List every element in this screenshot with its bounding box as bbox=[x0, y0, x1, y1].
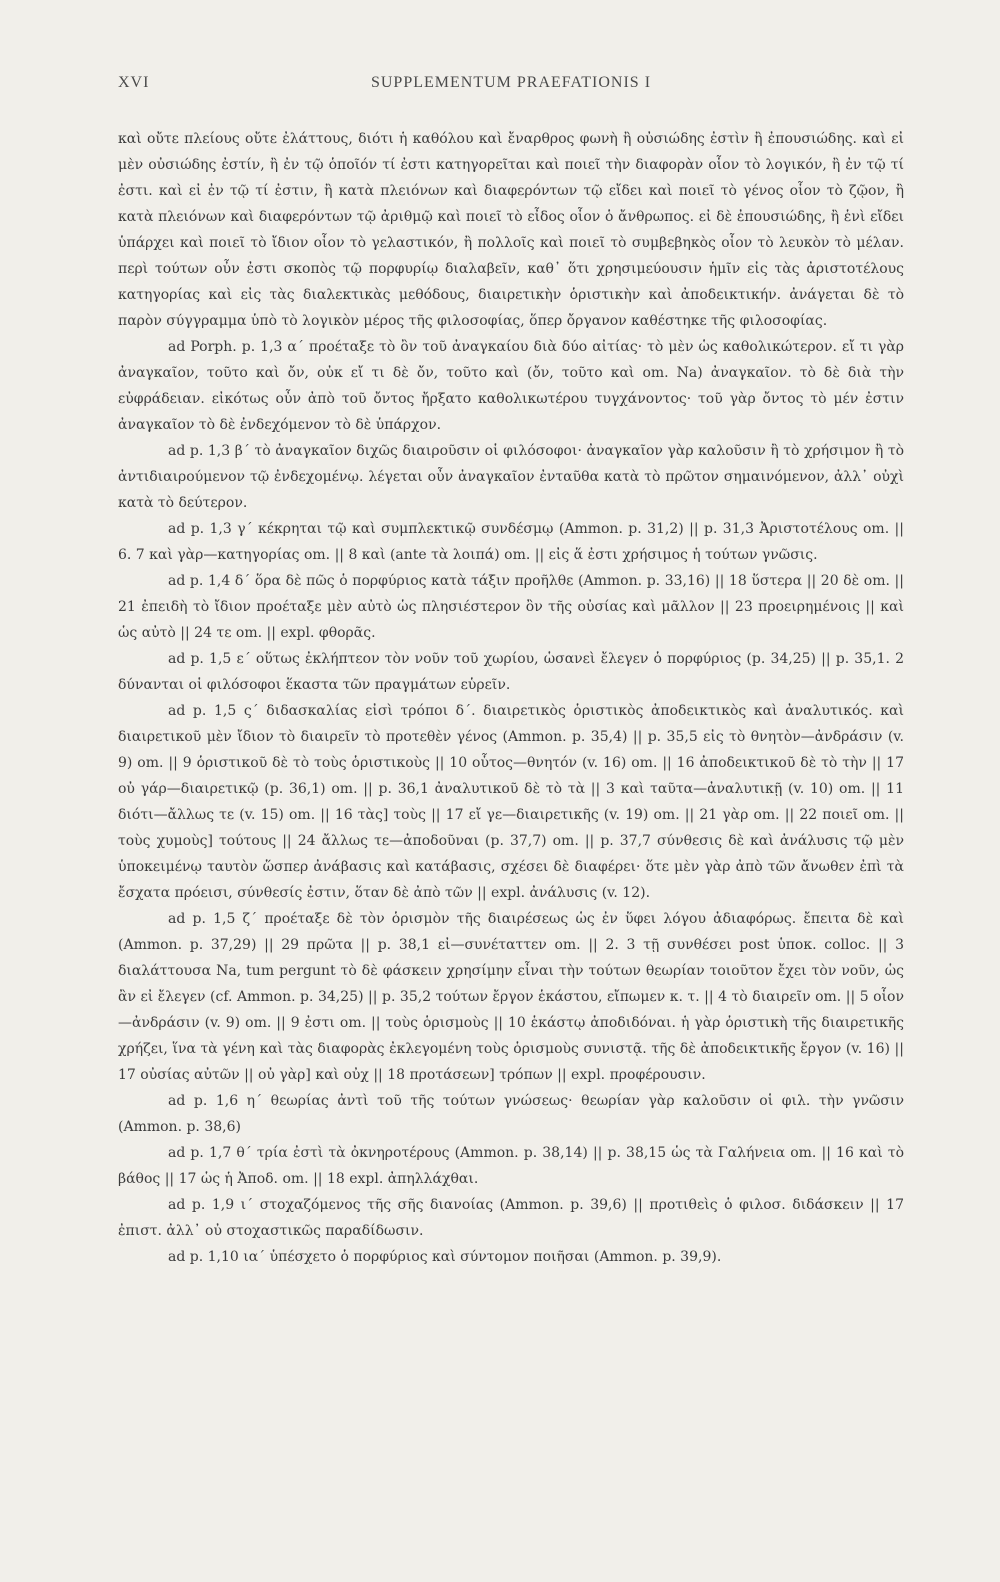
scholion-gamma: ad p. 1,3 γ΄ κέκρηται τῷ καὶ συμπλεκτικῷ συνδέσμῳ (Ammon. p. 31,2) || p. 31,3 Ἀριστοτέλους om. || 6. 7 καὶ γὰρ—κατηγορίας om. || 8 καὶ (ante τὰ λοιπά) om. || εἰς ἅ ἐστι χρήσιμος ἡ τούτων γνῶσις. bbox=[118, 521, 904, 563]
scholion-beta: ad p. 1,3 β΄ τὸ ἀναγκαῖον διχῶς διαιροῦσιν οἱ φιλόσοφοι· ἀναγκαῖον γὰρ καλοῦσιν ἢ τὸ χρήσιμον ἢ τὸ ἀντιδιαιρούμενον τῷ ἐνδεχομένῳ. λέγεται οὖν ἀναγκαῖον ἐνταῦθα κατὰ τὸ πρῶτον σημαινόμενον, ἀλλ᾽ οὐχὶ κατὰ τὸ δεύτερον. bbox=[118, 443, 904, 511]
scholion-stigma: ad p. 1,5 ς΄ διδασκαλίας εἰσὶ τρόποι δ΄. διαιρετικὸς ὁριστικὸς ἀποδεικτικὸς καὶ ἀναλυτικός. καὶ διαιρετικοῦ μὲν ἴδιον τὸ διαιρεῖν τὸ προτεθὲν γένος (Ammon. p. 35,4) || p. 35,5 εἰς τὸ θνητὸν—ἀνδράσιν (v. 9) om. || 9 ὁριστικοῦ δὲ τὸ τοὺς ὁριστικοὺς || 10 οὗτος—θνητόν (v. 16) om. || 16 ἀποδεικτικοῦ δὲ τὸ τὴν || 17 οὐ γάρ—διαιρετικῷ (p. 36,1) om. || p. 36,1 ἀναλυτικοῦ δὲ τὸ τὰ || 3 καὶ ταῦτα—ἀναλυτικῇ (v. 10) om. || 11 διότι—ἄλλως τε (v. 15) om. || 16 τὰς] τοὺς || 17 εἴ γε—διαιρετικῆς (v. 19) om. || 21 γὰρ om. || 22 ποιεῖ om. || τοὺς χυμοὺς] τούτους || 24 ἄλλως τε—ἀποδοῦναι (p. 37,7) om. || p. 37,7 σύνθεσις δὲ καὶ ἀνάλυσις τῷ μὲν ὑποκειμένῳ ταυτὸν ὥσπερ ἀνάβασις καὶ κατάβασις, σχέσει δὲ διαφέρει· ὅτε μὲν γὰρ ἀπὸ τῶν ἄνωθεν ἐπὶ τὰ ἔσχατα πρόεισι, σύνθεσίς ἐστιν, ὅταν δὲ ἀπὸ τῶν || expl. ἀνάλυσις (v. 12). bbox=[118, 703, 904, 901]
running-head: XVI SUPPLEMENTUM PRAEFATIONIS I bbox=[118, 74, 904, 92]
scholion-alpha: ad Porph. p. 1,3 α΄ προέταξε τὸ ὂν τοῦ ἀναγκαίου διὰ δύο αἰτίας· τὸ μὲν ὡς καθολικώτερον. εἴ τι γὰρ ἀναγκαῖον, τοῦτο καὶ ὄν, οὐκ εἴ τι δὲ ὄν, τοῦτο καὶ (ὄν, τοῦτο καὶ om. Na) ἀναγκαῖον. τὸ δὲ διὰ τὴν εὐφράδειαν. εἰκότως οὖν ἀπὸ τοῦ ὄντος ἤρξατο καθολικωτέρου τυγχάνοντος· τοῦ γὰρ ὄντος τὸ μέν ἐστιν ἀναγκαῖον τὸ δὲ ἐνδεχόμενον τὸ δὲ ὑπάρχον. bbox=[118, 339, 904, 433]
scholion-epsilon: ad p. 1,5 ε΄ οὕτως ἐκλήπτεον τὸν νοῦν τοῦ χωρίου, ὡσανεὶ ἔλεγεν ὁ πορφύριος (p. 34,25) || p. 35,1. 2 δύνανται οἱ φιλόσοφοι ἕκαστα τῶν πραγμάτων εὑρεῖν. bbox=[118, 651, 904, 693]
page-body bbox=[118, 74, 904, 1270]
scholion-iota: ad p. 1,9 ι΄ στοχαζόμενος τῆς σῆς διανοίας (Ammon. p. 39,6) || προτιθεὶς ὁ φιλοσ. διδάσκειν || 17 ἐπιστ. ἀλλ᾽ οὐ στοχαστικῶς παραδίδωσιν. bbox=[118, 1197, 904, 1239]
scholion-zeta: ad p. 1,5 ζ΄ προέταξε δὲ τὸν ὁρισμὸν τῆς διαιρέσεως ὡς ἐν ὕφει λόγου ἀδιαφόρως. ἔπειτα δὲ καὶ (Ammon. p. 37,29) || 29 πρῶτα || p. 38,1 εἰ—συνέταττεν om. || 2. 3 τῇ συνθέσει post ὑποκ. colloc. || 3 διαλάττουσα Na, tum pergunt τὸ δὲ φάσκειν χρησίμην εἶναι τὴν τούτων θεωρίαν τοιοῦτον ἔχει τὸν νοῦν, ὡς ἂν εἰ ἔλεγεν (cf. Ammon. p. 34,25) || p. 35,2 τούτων ἔργον ἑκάστου, εἴπωμεν κ. τ. || 4 τὸ διαιρεῖν om. || 5 οἷον—ἀνδράσιν (v. 9) om. || 9 ἐστι om. || τοὺς ὁρισμοὺς || 10 ἑκάστῳ ἀποδιδόναι. ἡ γὰρ ὁριστικὴ τῆς διαιρετικῆς χρήζει, ἵνα τὰ γένη καὶ τὰς διαφορὰς ἐκλεγομένη τοὺς ὁρισμοὺς συνιστᾷ. τῆς δὲ ἀποδεικτικῆς ἔργον (v. 16) || 17 οὐσίας αὐτῶν || οὐ γὰρ] καὶ οὐχ || 18 προτάσεων] τρόπων || expl. προφέρουσιν. bbox=[118, 911, 904, 1083]
running-title: SUPPLEMENTUM PRAEFATIONIS I bbox=[370, 74, 652, 91]
scholion-theta: ad p. 1,7 θ΄ τρία ἐστὶ τὰ ὀκνηροτέρους (Ammon. p. 38,14) || p. 38,15 ὡς τὰ Γαλήνεια om. || 16 καὶ τὸ βάθος || 17 ὡς ἡ Ἀποδ. om. || 18 expl. ἀπηλλάχθαι. bbox=[118, 1145, 904, 1187]
paragraph-intro: καὶ οὔτε πλείους οὔτε ἐλάττους, διότι ἡ καθόλου καὶ ἔναρθρος φωνὴ ἢ οὐσιώδης ἐστὶν ἢ ἐπουσιώδης. καὶ εἰ μὲν οὐσιώδης ἐστίν, ἢ ἐν τῷ ὁποῖόν τί ἐστι κατηγορεῖται καὶ ποιεῖ τὴν διαφορὰν οἷον τὸ λογικόν, ἢ ἐν τῷ τί ἐστι. καὶ εἰ ἐν τῷ τί ἐστιν, ἢ κατὰ πλειόνων καὶ διαφερόντων τῷ εἴδει καὶ ποιεῖ τὸ γένος οἷον τὸ ζῷον, ἢ κατὰ πλειόνων καὶ διαφερόντων τῷ ἀριθμῷ καὶ ποιεῖ τὸ εἶδος οἷον ὁ ἄνθρωπος. εἰ δὲ ἐπουσιώδης, ἢ ἑνὶ εἴδει ὑπάρχει καὶ ποιεῖ τὸ ἴδιον οἷον τὸ γελαστικόν, ἢ πολλοῖς καὶ ποιεῖ τὸ συμβεβηκὸς οἷον τὸ λευκὸν τὸ μέλαν. περὶ τούτων οὖν ἐστι σκοπὸς τῷ πορφυρίῳ διαλαβεῖν, καθ᾽ ὅτι χρησιμεύουσιν ἡμῖν εἰς τὰς ἀριστοτέλους κατηγορίας καὶ εἰς τὰς διαλεκτικὰς μεθόδους, διαιρετικὴν ὁριστικὴν καὶ ἀποδεικτικήν. ἀνάγεται δὲ τὸ παρὸν σύγγραμμα ὑπὸ τὸ λογικὸν μέρος τῆς φιλοσοφίας, ὅπερ ὄργανον καθέστηκε τῆς φιλοσοφίας. bbox=[118, 131, 904, 329]
main-text bbox=[118, 126, 904, 1270]
scholion-delta: ad p. 1,4 δ΄ ὅρα δὲ πῶς ὁ πορφύριος κατὰ τάξιν προῆλθε (Ammon. p. 33,16) || 18 ὕστερα || 20 δὲ om. || 21 ἐπειδὴ τὸ ἴδιον προέταξε μὲν αὐτὸ ὡς πλησιέστερον ὂν τῆς οὐσίας καὶ μᾶλλον || 23 προειρημένοις || καὶ ὡς αὐτὸ || 24 τε om. || expl. φθορᾶς. bbox=[118, 573, 904, 641]
scholion-iota-alpha: ad p. 1,10 ια΄ ὑπέσχετο ὁ πορφύριος καὶ σύντομον ποιῆσαι (Ammon. p. 39,9). bbox=[168, 1249, 722, 1265]
scholion-eta: ad p. 1,6 η΄ θεωρίας ἀντὶ τοῦ τῆς τούτων γνώσεως· θεωρίαν γὰρ καλοῦσιν οἱ φιλ. τὴν γνῶσιν (Ammon. p. 38,6) bbox=[118, 1093, 904, 1135]
